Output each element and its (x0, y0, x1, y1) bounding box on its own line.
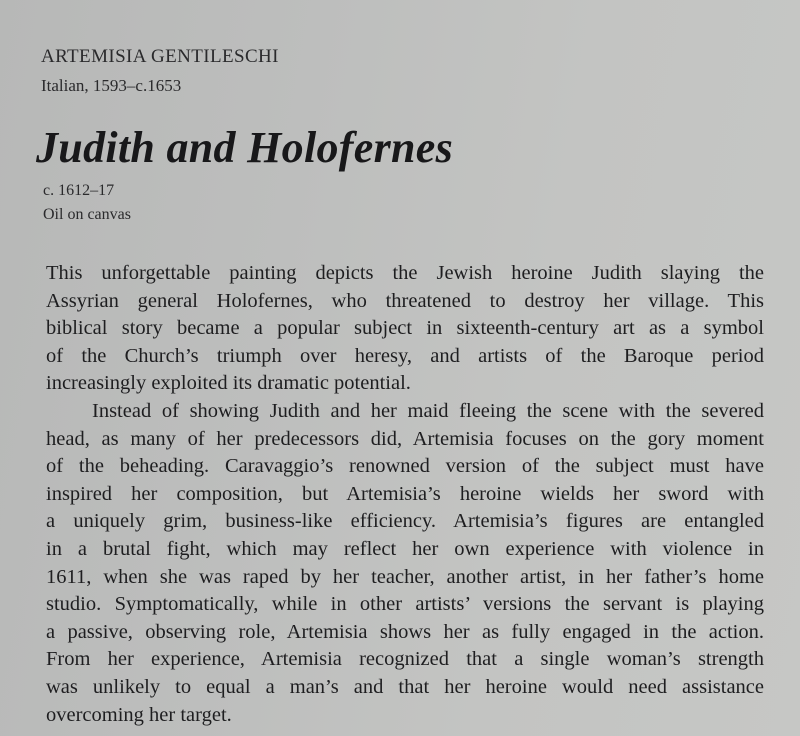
description-line: head, as many of her predecessors did, Artemisia focuses on the gory moment (46, 427, 764, 450)
description-line: of the Church’s triumph over heresy, and artists of the Baroque period (46, 344, 764, 367)
description-line: of the beheading. Caravaggio’s renowned version of the subject must have (46, 455, 764, 478)
description-line: overcoming her target. (46, 703, 232, 726)
description-line: Assyrian general Holofernes, who threatened to destroy her village. This (46, 289, 764, 312)
description-line: inspired her composition, but Artemisia’s heroine wields her sword with (46, 482, 764, 505)
artist-name: ARTEMISIA GENTILESCHI (41, 46, 279, 67)
description-line: a passive, observing role, Artemisia shows her as fully engaged in the action. (46, 620, 764, 643)
artwork-medium: Oil on canvas (43, 206, 131, 223)
description-line: increasingly exploited its dramatic potential. (46, 372, 411, 395)
description-line: Instead of showing Judith and her maid fleeing the scene with the severed (92, 399, 764, 422)
description-line: was unlikely to equal a man’s and that her heroine would need assistance (46, 675, 764, 698)
description-line: This unforgettable painting depicts the Jewish heroine Judith slaying the (46, 262, 764, 284)
artwork-date: c. 1612–17 (43, 182, 115, 199)
description-line: biblical story became a popular subject in sixteenth-century art as a symbol (46, 317, 764, 340)
description-paragraph-2 (46, 398, 764, 729)
description-line: in a brutal fight, which may reflect her own experience with violence in (46, 537, 764, 560)
description-line: studio. Symptomatically, while in other artists’ versions the servant is playing (46, 593, 764, 616)
description-paragraph-1 (46, 260, 764, 398)
artwork-title: Judith and Holofernes (36, 123, 454, 172)
description-text (46, 260, 764, 729)
description-line: a uniquely grim, business-like efficiency. Artemisia’s figures are entangled (46, 510, 764, 533)
artist-nationality-dates: Italian, 1593–c.1653 (41, 76, 182, 95)
description-line: 1611, when she was raped by her teacher, another artist, in her father’s home (46, 565, 764, 588)
description-line: From her experience, Artemisia recognized that a single woman’s strength (46, 648, 764, 671)
